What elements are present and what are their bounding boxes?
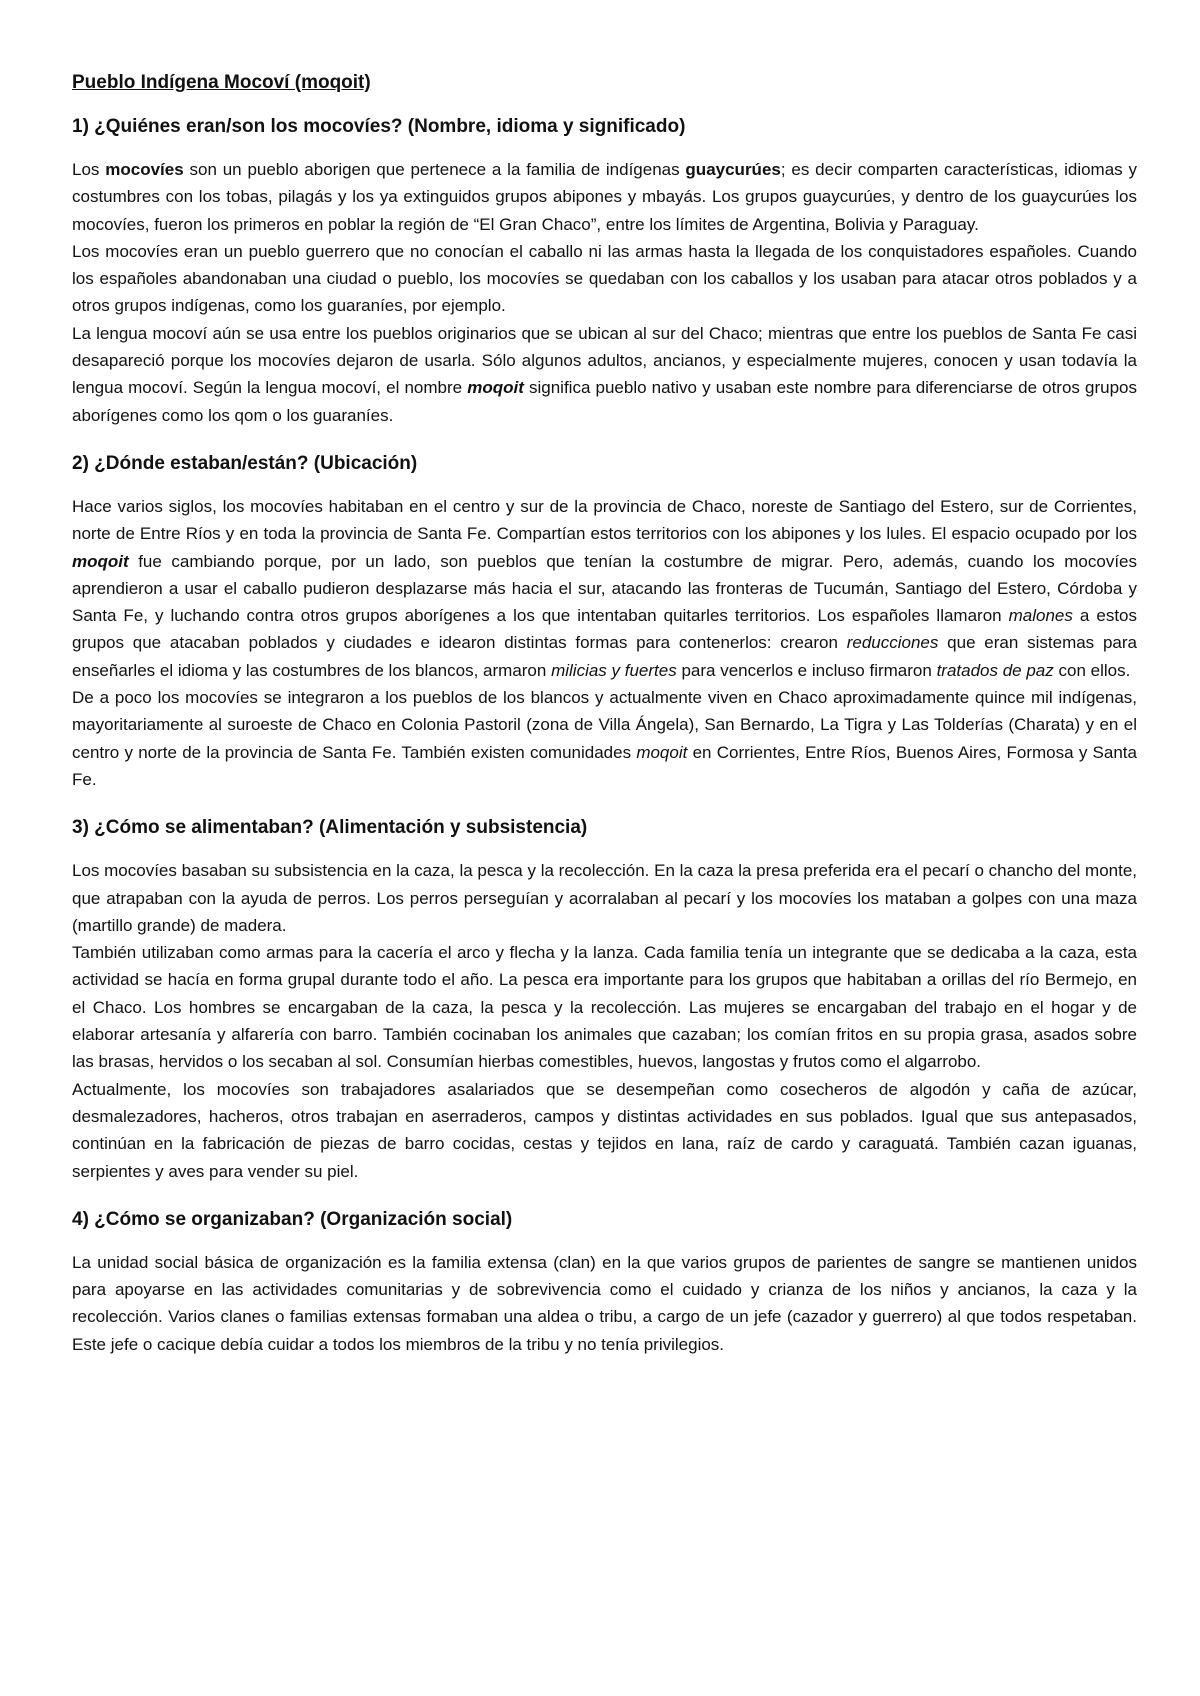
paragraph: Los mocovíes eran un pueblo guerrero que no conocían el caballo ni las armas hasta la llegada de los conquistadores españoles. Cuando los españoles abandonaban una ciudad o pueblo, los mocovíes se quedaban con los caballos y los usaban para atacar otros poblados y a otros grupos indígenas, como los guaraníes, por ejemplo. — [72, 241, 1137, 316]
italic-term: moqoit — [636, 742, 688, 762]
bold-term: mocovíes — [105, 160, 184, 179]
text-run: significa pueblo nativo y usaban este nombre para diferenciarse de otros grupos aborígenes como los qom o los guaraníes. — [72, 378, 1138, 425]
section-organization — [72, 1207, 1137, 1358]
text-run: son un pueblo aborigen que pertenece a la familia de indígenas — [183, 160, 686, 179]
section-heading: 3) ¿Cómo se alimentaban? (Alimentación y subsistencia) — [72, 817, 588, 839]
paragraph: La unidad social básica de organización es la familia extensa (clan) en la que varios grupos de parientes de sangre se mantienen unidos para apoyarse en las actividades comunitarias y de sobrevivencia como el cuidado y crianza de los niños y ancianos, la caza y la recolección. Varios clanes o familias extensas formaban una aldea o tribu, a cargo de un jefe (cazador y guerrero) al que todos respetaban. Este jefe o cacique debía cuidar a todos los miembros de la tribu y no tenía privilegios. — [72, 1252, 1137, 1354]
italic-term: malones — [1008, 606, 1073, 626]
bold-term: guaycurúes — [685, 160, 781, 179]
italic-term: milicias y fuertes — [551, 660, 677, 680]
text-run: fue cambiando porque, por un lado, son pueblos que tenían la costumbre de migrar. Pero, además, cuando los mocovíes aprendieron a usar el caballo pudieron desplazarse más hacia el sur, atacando las fronteras de Tucumán, Santiago del Estero, Córdoba y Santa Fe, y luchando contra otros grupos aborígenes a los que intentaban quitarles territorios. Los españoles llamaron — [72, 551, 1137, 626]
paragraph: También utilizaban como armas para la cacería el arco y flecha y la lanza. Cada familia tenía un integrante que se dedicaba a la caza, esta actividad se hacía en forma grupal durante todo el año. La pesca era importante para los grupos que habitaban a orillas del río Bermejo, en el Chaco. Los hombres se encargaban de la caza, la pesca y la recolección. Las mujeres se encargaban del trabajo en el hogar y de elaborar artesanía y alfarería con barro. También cocinaban los animales que cazaban; los comían fritos en su propia grasa, asados sobre las brasas, hervidos o los secaban al sol. Consumían hierbas comestibles, huevos, langostas y frutos como el algarrobo. — [72, 943, 1137, 1072]
paragraph: Actualmente, los mocovíes son trabajadores asalariados que se desempeñan como cosecheros de algodón y caña de azúcar, desmalezadores, hacheros, otros trabajan en aserraderos, campos y distintas actividades en sus poblados. Igual que sus antepasados, continúan en la fabricación de piezas de barro cocidas, cestas y tejidos en lana, raíz de cardo y caraguatá. También cazan iguanas, serpientes y aves para vender su piel. — [72, 1079, 1137, 1181]
document-title: Pueblo Indígena Mocoví (moqoit) — [72, 72, 371, 93]
section-where — [72, 451, 1137, 793]
paragraph — [72, 684, 1137, 793]
text-run: que eran sistemas para enseñarles el idioma y las costumbres de los blancos, armaron — [72, 633, 1137, 680]
italic-term: tratados de paz — [936, 660, 1054, 680]
text-run: De a poco los mocovíes se integraron a los pueblos de los blancos y actualmente viven en Chaco aproximadamente quince mil indígenas, mayoritariamente al suroeste de Chaco en Colonia Pastoril (zona de Villa Ángela), San Bernardo, La Tigra y Las Tolderías (Charata) y en el centro y norte de la provincia de Santa Fe. También existen comunidades — [72, 688, 1137, 762]
text-run: en Corrientes, Entre Ríos, Buenos Aires, Formosa y Santa Fe. — [72, 742, 1137, 789]
section-who — [72, 114, 1137, 429]
section-heading: 2) ¿Dónde estaban/están? (Ubicación) — [72, 452, 418, 474]
section-heading: 1) ¿Quiénes eran/son los mocovíes? (Nombre, idioma y significado) — [72, 116, 686, 137]
section-food — [72, 815, 1137, 1185]
text-run: Los — [72, 160, 106, 179]
text-run: La lengua mocoví aún se usa entre los pueblos originarios que se ubican al sur del Chaco; mientras que entre los pueblos de Santa Fe casi desapareció porque los mocovíes dejaron de usarla. Sólo algunos adultos, ancianos, y especialmente mujeres, conocen y usan todavía la lengua mocoví. Según la lengua mocoví, el nombre — [72, 323, 1137, 398]
paragraph — [72, 493, 1137, 684]
text-run: ; es decir comparten características, idiomas y costumbres con los tobas, pilagás y los ya extinguidos grupos abipones y mbayás. Los grupos guaycurúes, y dentro de los guaycurúes los mocovíes, fueron los primeros en poblar la región de “El Gran Chaco”, entre los límites de Argentina, Bolivia y Paraguay. — [72, 160, 1137, 234]
text-run: para vencerlos e incluso firmaron — [676, 660, 937, 680]
text-run: con ellos. — [1053, 660, 1131, 680]
italic-term: reducciones — [846, 633, 939, 653]
paragraph — [72, 320, 1137, 429]
bold-italic-term: moqoit — [72, 551, 129, 571]
text-run: a estos grupos que atacaban poblados y ciudades e idearon distintas formas para contenerlos: crearon — [72, 606, 1137, 653]
paragraph: Los mocovíes basaban su subsistencia en la caza, la pesca y la recolección. En la caza la presa preferida era el pecarí o chancho del monte, que atrapaban con la ayuda de perros. Los perros perseguían y acorralaban al pecarí y los mocovíes los mataban a golpes con una maza (martillo grande) de madera. — [72, 861, 1137, 935]
paragraph — [72, 156, 1137, 238]
bold-italic-term: moqoit — [467, 378, 524, 398]
text-run: Hace varios siglos, los mocovíes habitaban en el centro y sur de la provincia de Chaco, noreste de Santiago del Estero, sur de Corrientes, norte de Entre Ríos y en toda la provincia de Santa Fe. Compartían estos territorios con los abipones y los lules. El espacio ocupado por los — [72, 496, 1137, 544]
section-heading: 4) ¿Cómo se organizaban? (Organización social) — [72, 1208, 513, 1230]
